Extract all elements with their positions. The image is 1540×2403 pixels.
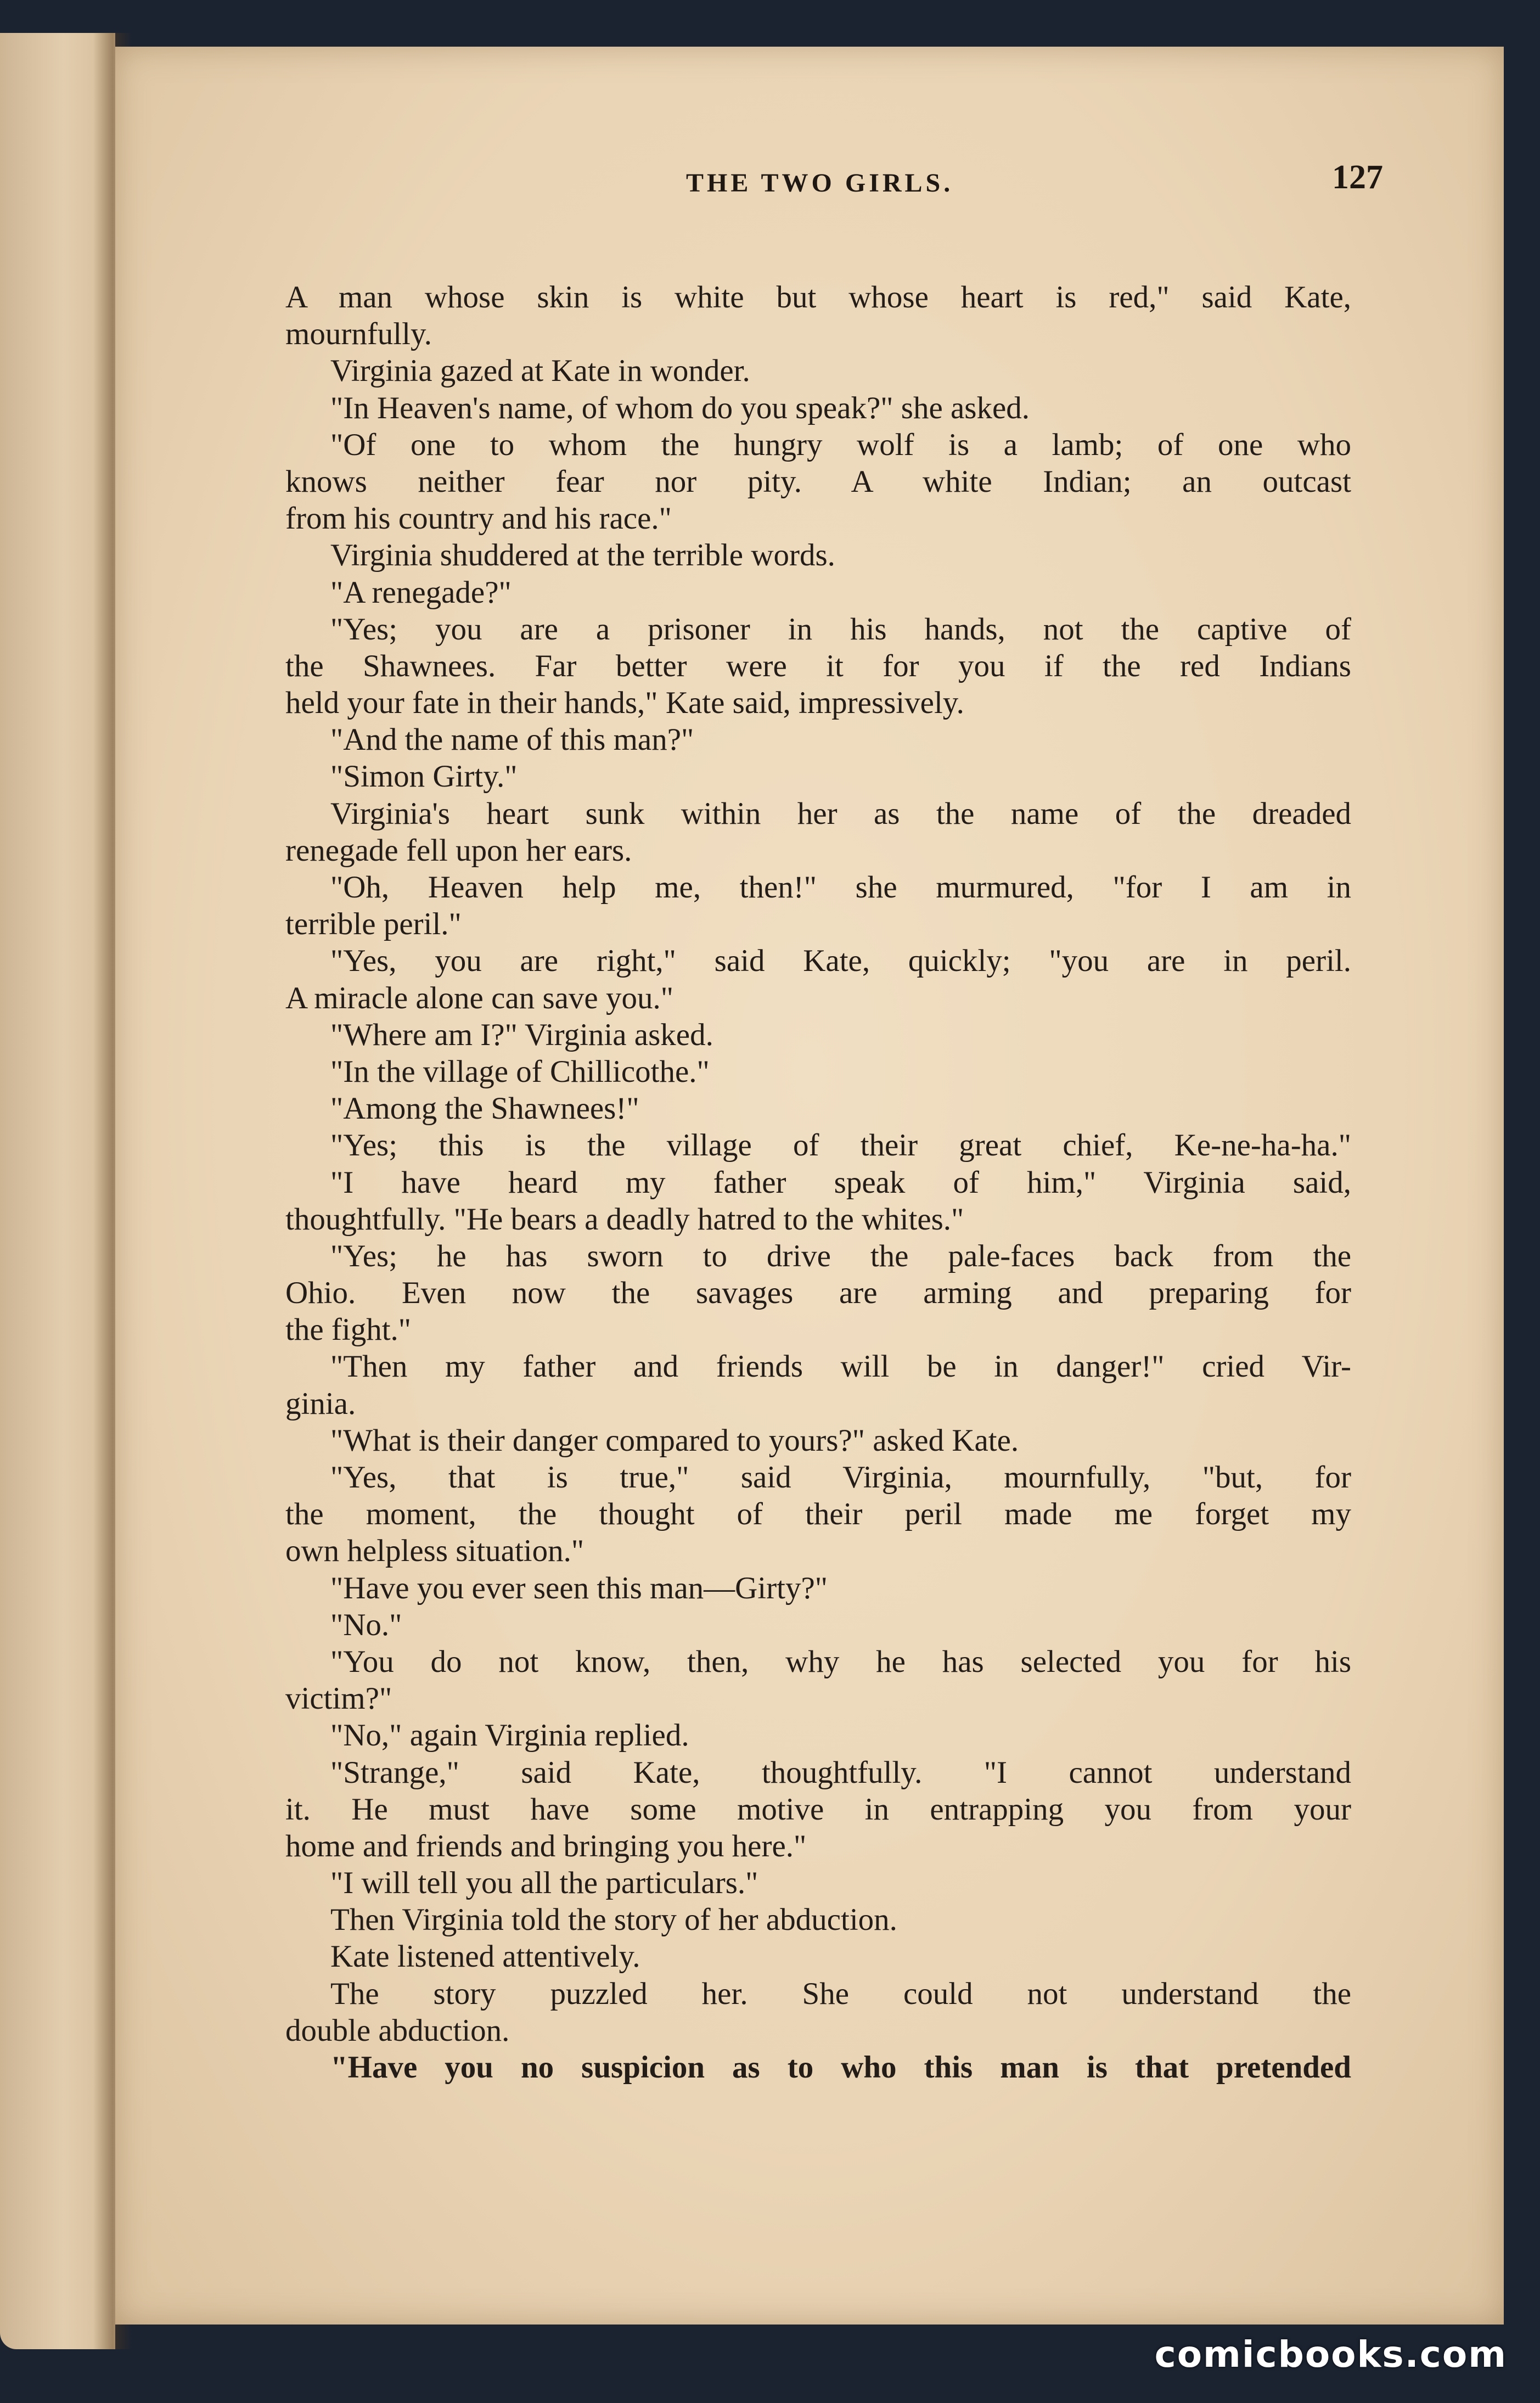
text-line: "Have you no suspicion as to who this man is that pretended <box>330 2050 1351 2085</box>
text-line: Ohio. Even now the savages are arming and preparing for <box>285 1276 1351 1311</box>
text-line: "In Heaven's name, of whom do you speak?" she asked. <box>330 390 1030 425</box>
watermark: comicbooks.com <box>1154 2333 1507 2376</box>
text-line: from his country and his race." <box>285 501 672 536</box>
text-line: "Of one to whom the hungry wolf is a lamb; of one who <box>330 427 1351 462</box>
text-line: "What is their danger compared to yours?" asked Kate. <box>330 1423 1019 1458</box>
page-number: 127 <box>1332 159 1383 196</box>
text-line: "In the village of Chillicothe." <box>330 1054 710 1089</box>
text-line: mournfully. <box>285 317 432 352</box>
text-line: A man whose skin is white but whose heart is red," said Kate, <box>285 280 1351 315</box>
text-line: home and friends and bringing you here." <box>285 1828 807 1863</box>
text-line: "I have heard my father speak of him," Virginia said, <box>330 1165 1351 1200</box>
text-line: thoughtfully. "He bears a deadly hatred to the whites." <box>285 1202 964 1237</box>
text-line: "Yes, that is true," said Virginia, mournfully, "but, for <box>330 1460 1351 1495</box>
text-line: The story puzzled her. She could not understand the <box>330 1976 1351 2011</box>
text-line: Then Virginia told the story of her abduction. <box>330 1902 897 1938</box>
text-line: "A renegade?" <box>330 575 512 610</box>
text-line: "Yes; this is the village of their great chief, Ke-ne-ha-ha." <box>330 1128 1351 1163</box>
text-line: "Simon Girty." <box>330 759 518 794</box>
text-line: "Strange," said Kate, thoughtfully. "I cannot understand <box>330 1755 1351 1790</box>
text-line: "Oh, Heaven help me, then!" she murmured, "for I am in <box>330 870 1351 905</box>
text-line: "Yes; you are a prisoner in his hands, not the captive of <box>330 611 1351 647</box>
text-line: the fight." <box>285 1312 412 1348</box>
text-line: double abduction. <box>285 2013 510 2048</box>
text-line: Virginia gazed at Kate in wonder. <box>330 353 750 389</box>
text-line: knows neither fear nor pity. A white Indian; an outcast <box>285 464 1351 499</box>
text-line: Virginia shuddered at the terrible words. <box>330 538 835 573</box>
text-line: "You do not know, then, why he has selected you for his <box>330 1644 1351 1679</box>
text-line: "No," again Virginia replied. <box>330 1718 689 1753</box>
text-line: "I will tell you all the particulars." <box>330 1866 758 1901</box>
text-line: ginia. <box>285 1386 356 1421</box>
text-line: Kate listened attentively. <box>330 1939 640 1974</box>
text-line: it. He must have some motive in entrapping you from your <box>285 1792 1351 1827</box>
text-line: the Shawnees. Far better were it for you if the red Indians <box>285 648 1351 683</box>
text-line: own helpless situation." <box>285 1534 584 1569</box>
text-line: "Where am I?" Virginia asked. <box>330 1017 713 1052</box>
text-line: Virginia's heart sunk within her as the name of the dreaded <box>330 796 1351 831</box>
text-line: the moment, the thought of their peril made me forget my <box>285 1497 1351 1532</box>
body-text <box>285 279 1351 2086</box>
text-line: victim?" <box>285 1681 392 1716</box>
text-line: renegade fell upon her ears. <box>285 833 632 868</box>
text-line: "Yes; he has sworn to drive the pale-faces back from the <box>330 1238 1351 1273</box>
text-line: "No." <box>330 1607 402 1642</box>
text-line: "Have you ever seen this man—Girty?" <box>330 1570 828 1605</box>
text-line: A miracle alone can save you." <box>285 980 673 1015</box>
text-line: "And the name of this man?" <box>330 722 694 757</box>
text-line: terrible peril." <box>285 907 462 942</box>
page-header <box>576 158 1400 207</box>
text-line: "Yes, you are right," said Kate, quickly; "you are in peril. <box>330 944 1351 979</box>
text-line: "Then my father and friends will be in danger!" cried Vir- <box>330 1349 1351 1384</box>
text-line: held your fate in their hands," Kate said, impressively. <box>285 686 964 721</box>
text-line: "Among the Shawnees!" <box>330 1091 639 1126</box>
running-head: THE TWO GIRLS. <box>686 169 954 198</box>
